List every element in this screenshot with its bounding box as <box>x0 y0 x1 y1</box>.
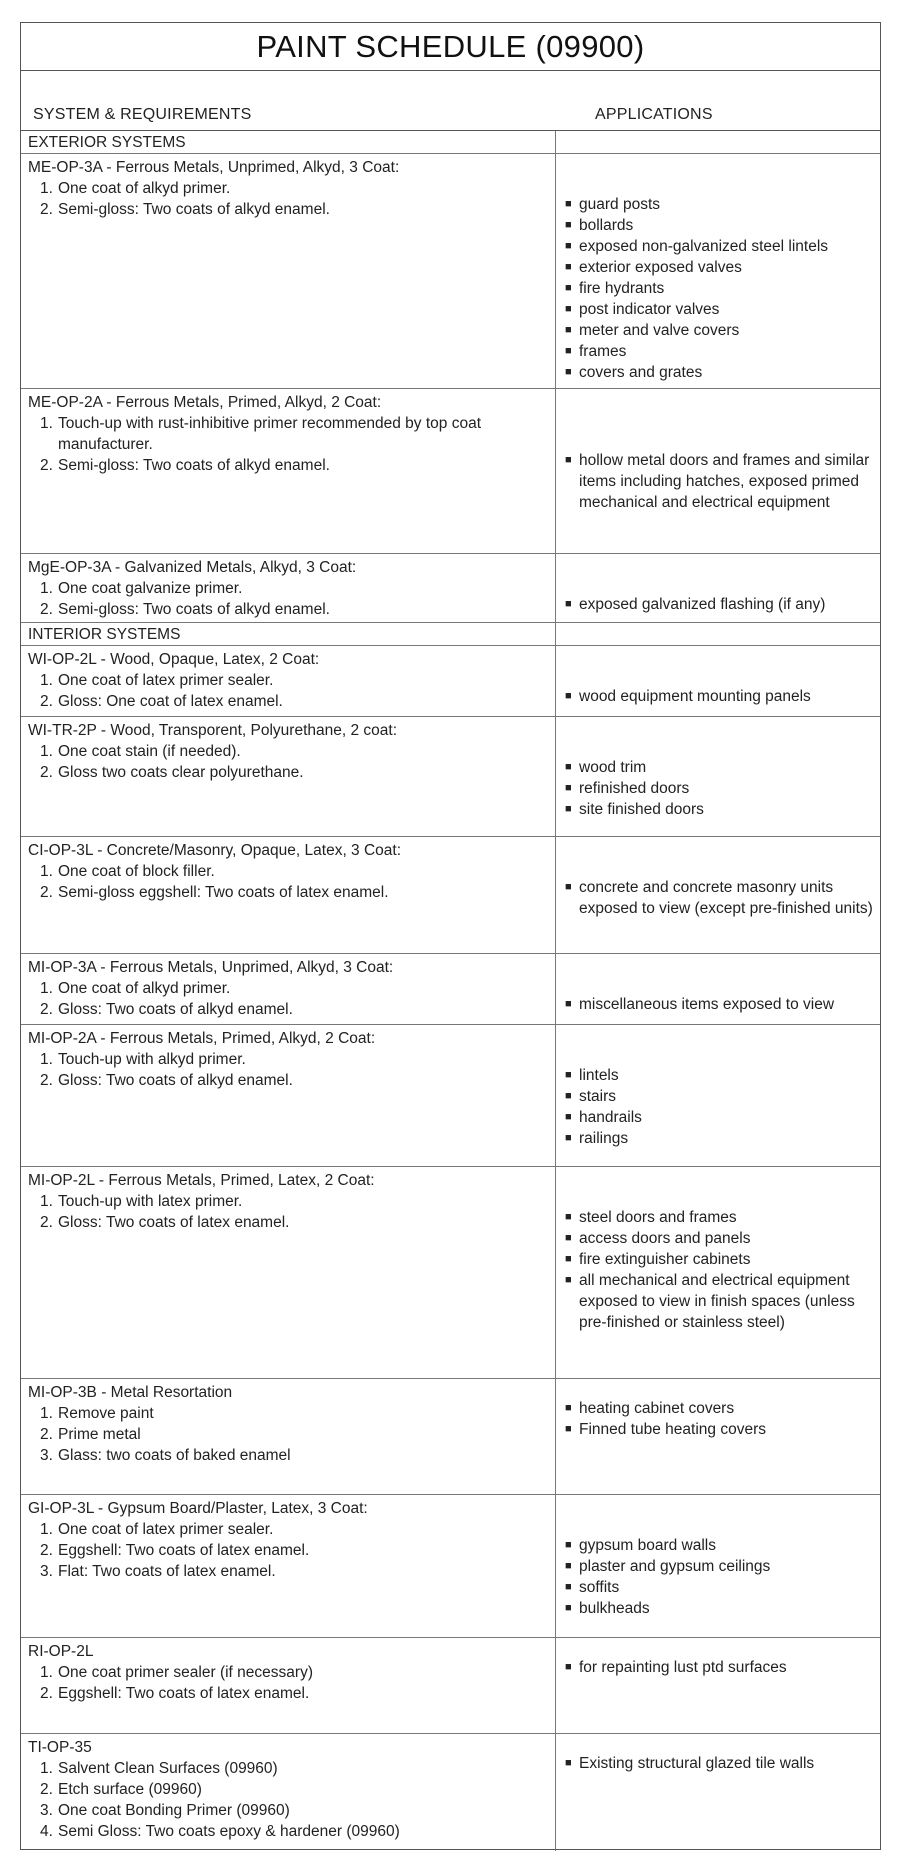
step-number: 2. <box>40 1685 53 1702</box>
paint-schedule-sheet <box>20 22 881 1850</box>
step-text: Gloss: Two coats of alkyd enamel. <box>58 1001 293 1018</box>
step-text: Gloss two coats clear polyurethane. <box>58 764 304 781</box>
step-number: 2. <box>40 1781 53 1798</box>
system-step <box>28 882 555 903</box>
applications-cell <box>556 1734 880 1851</box>
system-row <box>21 389 880 554</box>
system-cell <box>21 1638 556 1733</box>
system-step <box>28 1519 555 1540</box>
step-text: Touch-up with rust-inhibitive primer recommended by top coat manufacturer. <box>58 415 481 453</box>
step-text: Flat: Two coats of latex enamel. <box>58 1563 276 1580</box>
step-text: One coat of latex primer sealer. <box>58 1521 274 1538</box>
step-text: Etch surface (09960) <box>58 1781 202 1798</box>
system-title: CI-OP-3L - Concrete/Masonry, Opaque, Latex, 3 Coat: <box>28 842 402 859</box>
system-title: MI-OP-3A - Ferrous Metals, Unprimed, Alkyd, 3 Coat: <box>28 959 394 976</box>
step-number: 2. <box>40 1001 53 1018</box>
system-row <box>21 1495 880 1638</box>
system-title: WI-TR-2P - Wood, Transporent, Polyurethane, 2 coat: <box>28 722 398 739</box>
system-step <box>28 741 555 762</box>
step-number: 1. <box>40 1405 53 1422</box>
application-item: ■ Existing structural glazed tile walls <box>565 1753 876 1774</box>
schedule-rows <box>21 131 880 1851</box>
applications-cell <box>556 646 880 716</box>
system-step <box>28 1403 555 1424</box>
step-text: One coat galvanize primer. <box>58 580 243 597</box>
system-step <box>28 178 555 199</box>
step-number: 1. <box>40 980 53 997</box>
application-item: ■ hollow metal doors and frames and similar items including hatches, exposed primed mechanical and electrical equipment <box>565 450 876 513</box>
step-text: One coat of alkyd primer. <box>58 180 231 197</box>
header-applications: APPLICATIONS <box>595 106 713 123</box>
system-step <box>28 1070 555 1091</box>
section-cell <box>21 131 556 153</box>
system-step <box>28 861 555 882</box>
system-step <box>28 599 555 620</box>
system-title: WI-OP-2L - Wood, Opaque, Latex, 2 Coat: <box>28 651 320 668</box>
step-number: 1. <box>40 180 53 197</box>
step-number: 1. <box>40 1664 53 1681</box>
application-item: ■ for repainting lust ptd surfaces <box>565 1657 876 1678</box>
system-step <box>28 1191 555 1212</box>
step-text: Prime metal <box>58 1426 141 1443</box>
application-item: ■ wood equipment mounting panels <box>565 686 876 707</box>
system-row <box>21 1734 880 1851</box>
applications-cell <box>556 954 880 1024</box>
step-number: 2. <box>40 1542 53 1559</box>
system-step <box>28 455 555 476</box>
step-number: 3. <box>40 1447 53 1464</box>
application-item: ■ soffits <box>565 1577 876 1598</box>
system-cell <box>21 1495 556 1637</box>
step-number: 2. <box>40 1214 53 1231</box>
header-system-requirements: SYSTEM & REQUIREMENTS <box>33 106 252 123</box>
system-step <box>28 999 555 1020</box>
system-cell <box>21 1734 556 1851</box>
system-row <box>21 1167 880 1379</box>
step-text: Touch-up with latex primer. <box>58 1193 243 1210</box>
step-number: 2. <box>40 764 53 781</box>
step-number: 1. <box>40 415 53 432</box>
applications-cell <box>556 837 880 953</box>
application-item: ■ handrails <box>565 1107 876 1128</box>
system-step <box>28 1779 555 1800</box>
step-text: Glass: two coats of baked enamel <box>58 1447 291 1464</box>
step-number: 1. <box>40 1051 53 1068</box>
system-title: ME-OP-3A - Ferrous Metals, Unprimed, Alkyd, 3 Coat: <box>28 159 400 176</box>
step-number: 2. <box>40 601 53 618</box>
section-apps-cell <box>556 623 880 645</box>
step-number: 2. <box>40 693 53 710</box>
system-step <box>28 578 555 599</box>
system-step <box>28 1424 555 1445</box>
step-text: Remove paint <box>58 1405 154 1422</box>
section-apps-cell <box>556 131 880 153</box>
system-step <box>28 199 555 220</box>
step-text: Eggshell: Two coats of latex enamel. <box>58 1685 310 1702</box>
applications-list <box>565 450 876 513</box>
step-text: Semi-gloss eggshell: Two coats of latex enamel. <box>58 884 389 901</box>
system-row <box>21 154 880 389</box>
application-item: ■ concrete and concrete masonry units exposed to view (except pre-finished units) <box>565 877 876 919</box>
system-row <box>21 717 880 837</box>
step-number: 2. <box>40 1072 53 1089</box>
application-item: ■ refinished doors <box>565 778 876 799</box>
applications-list <box>565 994 876 1015</box>
schedule-title: PAINT SCHEDULE (09900) <box>21 23 880 71</box>
system-step <box>28 1821 555 1842</box>
step-text: Gloss: One coat of latex enamel. <box>58 693 283 710</box>
step-number: 1. <box>40 1521 53 1538</box>
step-text: Semi Gloss: Two coats epoxy & hardener (09960) <box>58 1823 400 1840</box>
system-cell <box>21 717 556 836</box>
application-item: ■ lintels <box>565 1065 876 1086</box>
system-row <box>21 1025 880 1167</box>
step-number: 2. <box>40 457 53 474</box>
section-cell <box>21 623 556 645</box>
system-step <box>28 691 555 712</box>
applications-list <box>565 1657 876 1678</box>
system-row <box>21 646 880 717</box>
section-label: INTERIOR SYSTEMS <box>28 626 181 643</box>
system-title: TI-OP-35 <box>28 1739 92 1756</box>
applications-list <box>565 1398 876 1440</box>
application-item: ■ steel doors and frames <box>565 1207 876 1228</box>
system-step <box>28 413 555 455</box>
application-item: ■ fire extinguisher cabinets <box>565 1249 876 1270</box>
application-item: ■ heating cabinet covers <box>565 1398 876 1419</box>
system-cell <box>21 646 556 716</box>
applications-list <box>565 757 876 820</box>
application-item: ■ exposed non-galvanized steel lintels <box>565 236 876 257</box>
application-item: ■ meter and valve covers <box>565 320 876 341</box>
applications-list <box>565 1065 876 1149</box>
application-item: ■ wood trim <box>565 757 876 778</box>
step-number: 2. <box>40 1426 53 1443</box>
system-title: GI-OP-3L - Gypsum Board/Plaster, Latex, 3 Coat: <box>28 1500 368 1517</box>
system-title: MgE-OP-3A - Galvanized Metals, Alkyd, 3 Coat: <box>28 559 357 576</box>
system-row <box>21 837 880 954</box>
system-row <box>21 954 880 1025</box>
system-title: MI-OP-2A - Ferrous Metals, Primed, Alkyd, 2 Coat: <box>28 1030 376 1047</box>
system-cell <box>21 154 556 388</box>
system-row <box>21 554 880 623</box>
system-cell <box>21 837 556 953</box>
applications-cell <box>556 154 880 388</box>
application-item: ■ miscellaneous items exposed to view <box>565 994 876 1015</box>
application-item: ■ guard posts <box>565 194 876 215</box>
system-cell <box>21 954 556 1024</box>
step-text: One coat stain (if needed). <box>58 743 241 760</box>
step-text: One coat of block filler. <box>58 863 215 880</box>
system-step <box>28 1540 555 1561</box>
step-number: 3. <box>40 1802 53 1819</box>
application-item: ■ exposed galvanized flashing (if any) <box>565 594 876 615</box>
system-cell <box>21 1379 556 1494</box>
step-text: Eggshell: Two coats of latex enamel. <box>58 1542 310 1559</box>
section-row <box>21 131 880 154</box>
step-text: Semi-gloss: Two coats of alkyd enamel. <box>58 201 330 218</box>
system-title: MI-OP-3B - Metal Resortation <box>28 1384 233 1401</box>
system-step <box>28 978 555 999</box>
system-cell <box>21 554 556 622</box>
step-number: 3. <box>40 1563 53 1580</box>
column-headers <box>21 71 880 131</box>
applications-list <box>565 594 876 615</box>
application-item: ■ stairs <box>565 1086 876 1107</box>
system-cell <box>21 1167 556 1378</box>
system-cell <box>21 389 556 553</box>
system-title: ME-OP-2A - Ferrous Metals, Primed, Alkyd, 2 Coat: <box>28 394 382 411</box>
step-text: Semi-gloss: Two coats of alkyd enamel. <box>58 601 330 618</box>
system-row <box>21 1379 880 1495</box>
system-cell <box>21 1025 556 1166</box>
application-item: ■ railings <box>565 1128 876 1149</box>
application-item: ■ covers and grates <box>565 362 876 383</box>
applications-list <box>565 194 876 383</box>
section-label: EXTERIOR SYSTEMS <box>28 134 186 151</box>
step-text: One coat Bonding Primer (09960) <box>58 1802 290 1819</box>
applications-cell <box>556 1167 880 1378</box>
application-item: ■ bulkheads <box>565 1598 876 1619</box>
step-number: 1. <box>40 1760 53 1777</box>
applications-cell <box>556 1025 880 1166</box>
system-step <box>28 1212 555 1233</box>
application-item: ■ exterior exposed valves <box>565 257 876 278</box>
application-item: ■ fire hydrants <box>565 278 876 299</box>
system-step <box>28 1049 555 1070</box>
applications-cell <box>556 554 880 622</box>
step-number: 1. <box>40 863 53 880</box>
step-text: One coat of latex primer sealer. <box>58 672 274 689</box>
step-number: 1. <box>40 672 53 689</box>
application-item: ■ Finned tube heating covers <box>565 1419 876 1440</box>
system-step <box>28 670 555 691</box>
applications-cell <box>556 717 880 836</box>
application-item: ■ all mechanical and electrical equipment exposed to view in finish spaces (unless pre-finished or stainless steel) <box>565 1270 876 1333</box>
step-text: One coat of alkyd primer. <box>58 980 231 997</box>
system-step <box>28 1758 555 1779</box>
step-number: 2. <box>40 201 53 218</box>
system-title: RI-OP-2L <box>28 1643 94 1660</box>
application-item: ■ bollards <box>565 215 876 236</box>
step-text: Touch-up with alkyd primer. <box>58 1051 246 1068</box>
applications-list <box>565 1753 876 1774</box>
application-item: ■ access doors and panels <box>565 1228 876 1249</box>
applications-cell <box>556 389 880 553</box>
applications-list <box>565 877 876 919</box>
applications-cell <box>556 1379 880 1494</box>
system-step <box>28 1445 555 1466</box>
step-number: 1. <box>40 1193 53 1210</box>
application-item: ■ frames <box>565 341 876 362</box>
applications-list <box>565 1535 876 1619</box>
applications-list <box>565 1207 876 1333</box>
application-item: ■ gypsum board walls <box>565 1535 876 1556</box>
step-number: 1. <box>40 743 53 760</box>
application-item: ■ post indicator valves <box>565 299 876 320</box>
system-step <box>28 762 555 783</box>
section-row <box>21 623 880 646</box>
step-text: Semi-gloss: Two coats of alkyd enamel. <box>58 457 330 474</box>
system-step <box>28 1683 555 1704</box>
system-step <box>28 1662 555 1683</box>
system-step <box>28 1800 555 1821</box>
system-step <box>28 1561 555 1582</box>
step-number: 1. <box>40 580 53 597</box>
application-item: ■ plaster and gypsum ceilings <box>565 1556 876 1577</box>
step-number: 4. <box>40 1823 53 1840</box>
applications-list <box>565 686 876 707</box>
system-row <box>21 1638 880 1734</box>
step-text: Gloss: Two coats of alkyd enamel. <box>58 1072 293 1089</box>
applications-cell <box>556 1638 880 1733</box>
step-text: One coat primer sealer (if necessary) <box>58 1664 313 1681</box>
step-number: 2. <box>40 884 53 901</box>
system-title: MI-OP-2L - Ferrous Metals, Primed, Latex, 2 Coat: <box>28 1172 375 1189</box>
step-text: Gloss: Two coats of latex enamel. <box>58 1214 290 1231</box>
applications-cell <box>556 1495 880 1637</box>
application-item: ■ site finished doors <box>565 799 876 820</box>
step-text: Salvent Clean Surfaces (09960) <box>58 1760 278 1777</box>
